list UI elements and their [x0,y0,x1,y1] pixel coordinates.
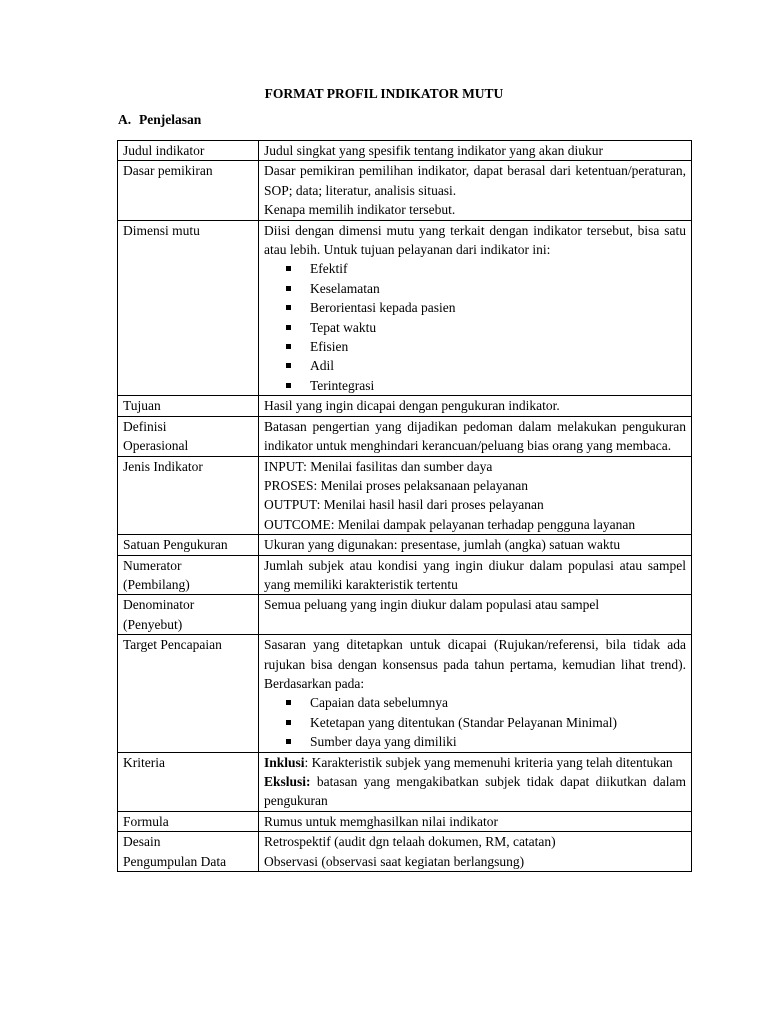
row-label-line: Definisi [123,418,167,434]
row-content: Ukuran yang digunakan: presentase, jumlah (angka) satuan waktu [259,535,692,555]
row-label-line: Denominator [123,597,195,613]
table-row-definisi [118,416,692,456]
row-label: Dimensi mutu [118,220,259,396]
row-content: Semua peluang yang ingin diukur dalam populasi atau sampel [259,595,692,635]
list-item: Capaian data sebelumnya [286,693,686,712]
table-row-kriteria [118,752,692,811]
dimension-list [264,259,686,395]
table-row-desain [118,832,692,872]
list-item: Efisien [286,337,686,356]
inclusion-term: Inklusi [264,754,305,770]
row-text: Observasi (observasi saat kegiatan berlangsung) [264,853,525,869]
table-row-jenis [118,456,692,535]
row-content [259,456,692,535]
row-content [259,752,692,811]
indicator-type-output: OUTPUT: Menilai hasil hasil dari proses pelayanan [264,497,544,513]
list-item: Keselamatan [286,279,686,298]
row-text: Dasar pemikiran pemilihan indikator, dapat berasal dari ketentuan/peraturan, SOP; data; literatur, analisis situasi. [264,163,686,198]
row-label-line: Desain [123,834,161,850]
section-letter: A. [118,112,132,127]
list-item: Tepat waktu [286,318,686,337]
exclusion-term: Ekslusi: [264,774,311,789]
list-item: Berorientasi kepada pasien [286,298,686,317]
row-label: Dasar pemikiran [118,161,259,220]
inclusion-text: : Karakteristik subjek yang memenuhi kriteria yang telah ditentukan [304,754,673,770]
row-content [259,635,692,752]
list-item: Ketetapan yang ditentukan (Standar Pelayanan Minimal) [286,713,686,732]
target-basis-list [264,693,686,751]
table-row-formula [118,811,692,831]
row-label [118,555,259,595]
table-row-satuan [118,535,692,555]
indicator-type-outcome: OUTCOME: Menilai dampak pelayanan terhadap pengguna layanan [264,516,636,532]
row-text: Retrospektif (audit dgn telaah dokumen, RM, catatan) [264,834,556,850]
table-row-tujuan [118,396,692,416]
table-row-target [118,635,692,752]
list-item: Efektif [286,259,686,278]
row-label: Kriteria [118,752,259,811]
table-row-judul [118,141,692,161]
row-label: Satuan Pengukuran [118,535,259,555]
section-heading-text: Penjelasan [139,112,202,127]
criteria-inclusion [264,753,686,772]
list-item: Sumber daya yang dimiliki [286,732,686,751]
table-row-denominator [118,595,692,635]
row-content [259,832,692,872]
indicator-type-proses: PROSES: Menilai proses pelaksanaan pelayanan [264,477,528,493]
row-label-line: Operasional [123,438,189,454]
indicator-type-input: INPUT: Menilai fasilitas dan sumber daya [264,458,493,474]
row-label-line: (Penyebut) [123,616,183,632]
row-label-line: Numerator [123,557,182,573]
row-label: Tujuan [118,396,259,416]
table-row-numerator [118,555,692,595]
row-label: Jenis Indikator [118,456,259,535]
table-row-dasar [118,161,692,220]
row-label [118,416,259,456]
section-heading [118,112,201,128]
page-title: FORMAT PROFIL INDIKATOR MUTU [264,86,504,101]
row-text: Kenapa memilih indikator tersebut. [264,202,456,218]
table-row-dimensi [118,220,692,396]
list-item: Terintegrasi [286,376,686,395]
row-label: Judul indikator [118,141,259,161]
row-content [259,220,692,396]
row-content: Judul singkat yang spesifik tentang indikator yang akan diukur [259,141,692,161]
row-content: Rumus untuk memghasilkan nilai indikator [259,811,692,831]
row-label [118,832,259,872]
exclusion-text: batasan yang mengakibatkan subjek tidak dapat diikutkan dalam pengukuran [264,774,686,809]
row-label: Target Pencapaian [118,635,259,752]
row-text: Sasaran yang ditetapkan untuk dicapai (Rujukan/referensi, bila tidak ada rujukan bisa dengan konsensus pada tahun pertama, kemudian lihat trend). Berdasarkan pada: [264,637,686,691]
row-text: Diisi dengan dimensi mutu yang terkait dengan indikator tersebut, bisa satu atau lebih. Untuk tujuan pelayanan dari indikator ini: [264,222,686,258]
indicator-profile-table [117,140,692,872]
criteria-exclusion [264,772,686,811]
row-content: Jumlah subjek atau kondisi yang ingin diukur dalam populasi atau sampel yang memiliki karakteristik tertentu [259,555,692,595]
row-content [259,161,692,220]
row-label-line: (Pembilang) [123,576,190,592]
row-label-line: Pengumpulan Data [123,853,227,869]
list-item: Adil [286,356,686,375]
row-label [118,595,259,635]
row-content: Batasan pengertian yang dijadikan pedoman dalam melakukan pengukuran indikator untuk menghindari kerancuan/peluang bias orang yang membaca. [259,416,692,456]
row-label: Formula [118,811,259,831]
row-content: Hasil yang ingin dicapai dengan pengukuran indikator. [259,396,692,416]
